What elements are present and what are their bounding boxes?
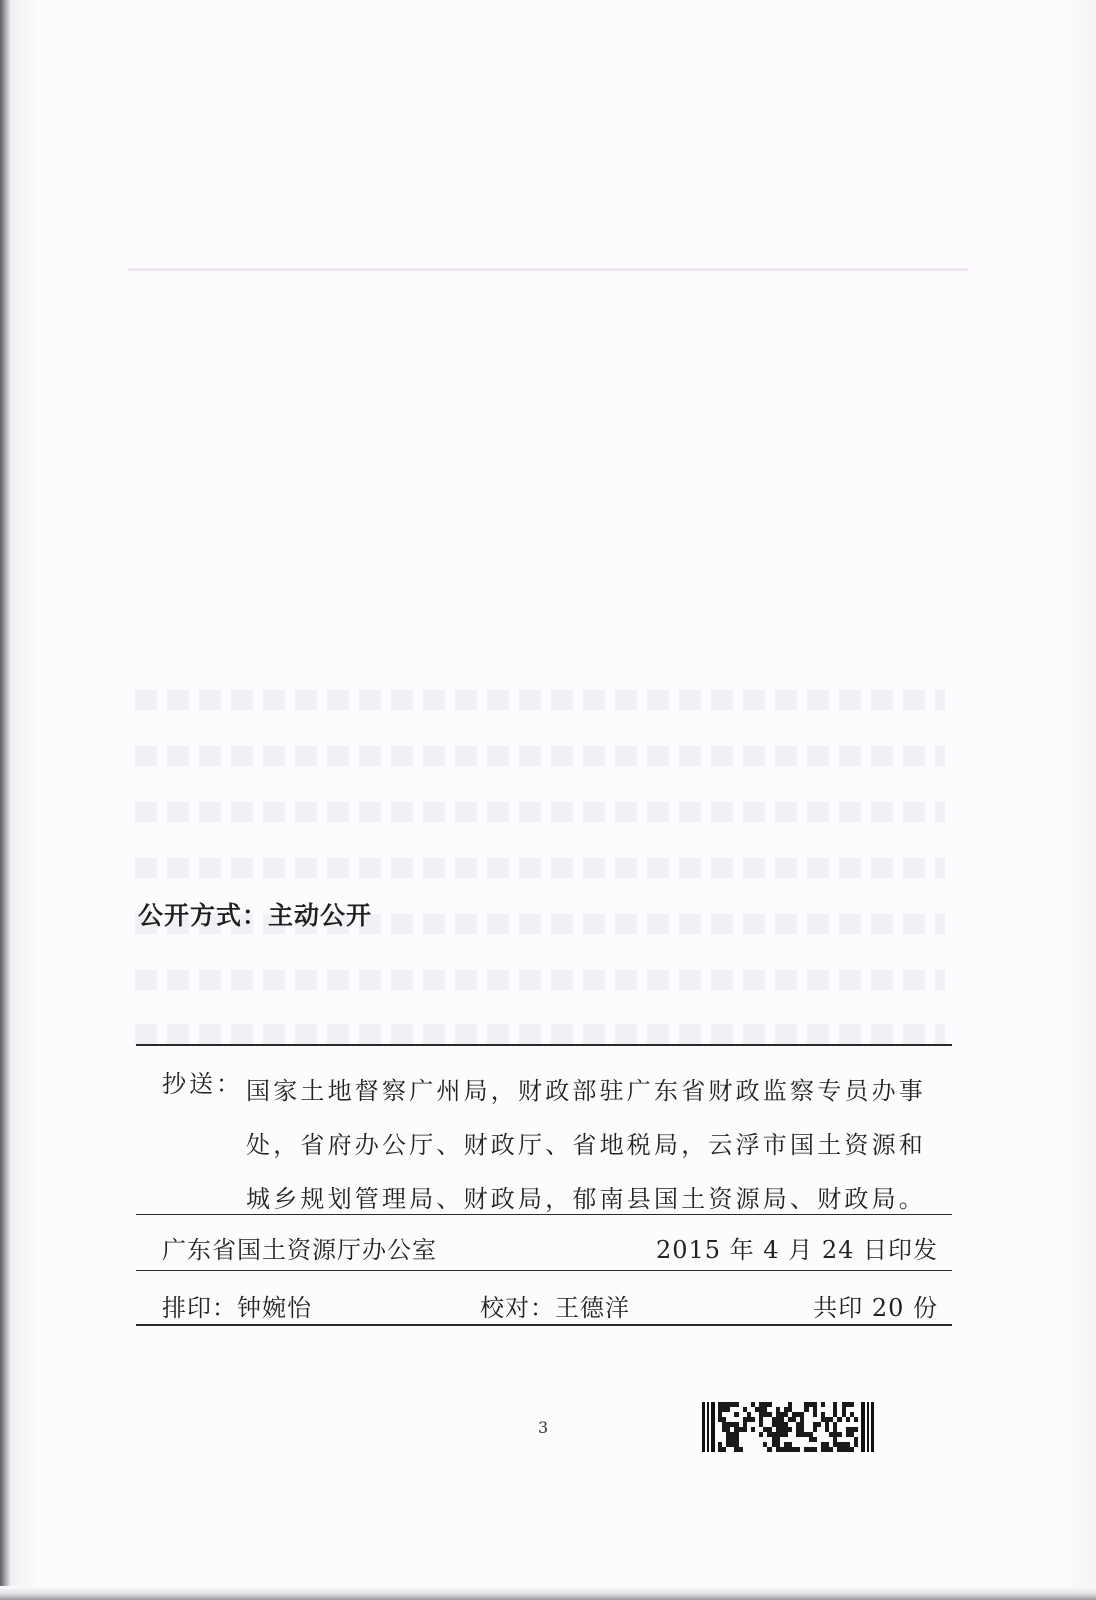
bottom-edge: [0, 1586, 1096, 1600]
distribution-label: 抄送：: [162, 1070, 243, 1098]
bleed-through-rule: [128, 268, 968, 271]
bleed-through-line: [135, 858, 945, 878]
middle-rule: [136, 1214, 952, 1215]
distribution-list: [246, 1064, 946, 1226]
issuing-office: 广东省国土资源厅办公室: [162, 1236, 437, 1264]
copy-count: 共印 20 份: [813, 1294, 938, 1322]
barcode-icon: [702, 1402, 874, 1452]
top-rule: [136, 1044, 952, 1046]
distribution-line: 处，省府办公厅、财政厅、省地税局，云浮市国土资源和: [246, 1131, 926, 1159]
issue-date: 2015 年 4 月 24 日印发: [655, 1236, 938, 1264]
distribution-line: 城乡规划管理局、财政局，郁南县国土资源局、财政局。: [246, 1185, 926, 1213]
binding-edge: [0, 0, 10, 1600]
page-number: 3: [538, 1418, 549, 1437]
lower-rule: [136, 1270, 952, 1271]
barcode-left-guard: [702, 1402, 715, 1452]
proofreader: 校对：王德洋: [480, 1294, 630, 1322]
bleed-through-line: [135, 690, 945, 710]
bleed-through-line: [135, 802, 945, 822]
typesetter: 排印：钟婉怡: [162, 1294, 312, 1322]
disclosure-method: 公开方式：主动公开: [138, 901, 373, 930]
barcode-right-guard: [861, 1402, 874, 1452]
barcode-matrix: [718, 1402, 858, 1452]
distribution-line: 国家土地督察广州局，财政部驻广东省财政监察专员办事: [246, 1077, 926, 1105]
bleed-through-line: [135, 970, 945, 990]
bleed-through-line: [135, 746, 945, 766]
bleed-through-line: [135, 1024, 945, 1044]
bottom-rule: [136, 1324, 952, 1326]
